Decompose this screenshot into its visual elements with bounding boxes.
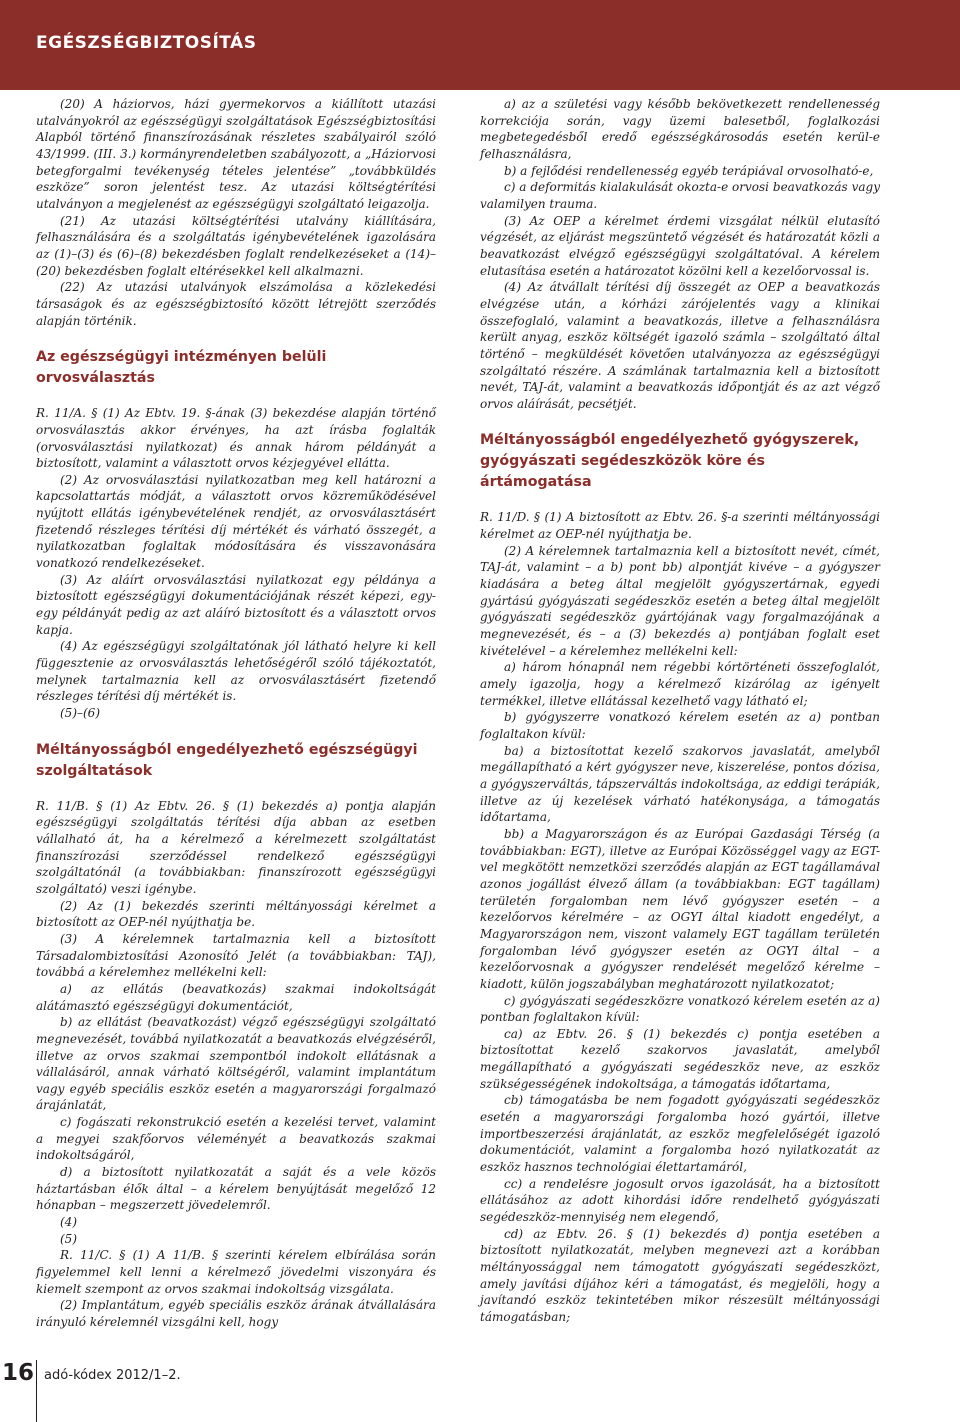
paragraph: (2) Implantátum, egyéb speciális eszköz árának átvállalására irányuló kérelemnél vizsgálni kell, hogy [36, 1298, 436, 1329]
paragraph: (2) Az (1) bekezdés szerinti méltányossági kérelmet a biztosított az OEP-nél nyújthatja be. [36, 898, 436, 930]
header-band [0, 0, 960, 90]
paragraph: (2) Az orvosválasztási nyilatkozatban meg kell határozni a kapcsolattartás módját, a választott orvos közreműködésével nyújtott ellátás igénybevételének rendjét, az orvosválasztásért fizetendő részleges térítési díj mértékét és várható összegét, a nyilatkozatban foglaltak módosítására és visszavonására vonatkozó rendelkezéseket. [36, 472, 436, 571]
paragraph: (4) Az egészségügyi szolgáltatónak jól látható helyre ki kell függesztenie az orvosválasztás lehetőségéről szóló tájékoztatót, melynek tartalmaznia kell az orvosválasztásért fizetendő részleges térítési díj mértékét is. [36, 639, 436, 704]
paragraph: (3) Az OEP a kérelmet érdemi vizsgálat nélkül elutasító végzését, az eljárást megszüntető végzését és határozatát közli a beavatkozást elvégző egészségügyi szolgáltatóval. A kérelem elutasítása esetén a határozatot közölni kell a kezelőorvossal is. [480, 213, 880, 278]
paragraph: cd) az Ebtv. 26. § (1) bekezdés d) pontja esetében a biztosított nyilatkozatát, melyben megnevezi azt a korábban méltányossággal nem támogatott gyógyászati segédeszközt, amely javítási díjához kéri a támogatást, és megjelöli, hogy a javítandó eszköz tekintetében mikor részesült méltányossági támogatásban; [480, 1226, 880, 1324]
section-title: EGÉSZSÉGBIZTOSÍTÁS [36, 33, 257, 53]
section-heading: Méltányosságból engedélyezhető egészségügyi szolgáltatások [36, 741, 418, 779]
paragraph: cb) támogatásba be nem fogadott gyógyászati segédeszköz esetén a magyarországi forgalomba hozó gyártói, illetve importbeszerzési árajánlatát, az eszköz megfelelőségét igazoló dokumentációt, valamint a forgalomba hozó nyilatkozatát az eszköz hasznos technológiai élettartamáról, [480, 1093, 880, 1175]
right-column [480, 96, 880, 1326]
paragraph: b) a fejlődési rendellenesség egyéb terápiával orvosolható-e, [504, 163, 874, 178]
paragraph: R. 11/B. § (1) Az Ebtv. 26. § (1) bekezdés a) pontja alapján egészségügyi szolgáltatás térítési díja abban az esetben vállalható át, ha a kérelmező a kérelmezett szolgáltatást finanszírozási szerződéssel rendelkező egészségügyi szolgáltatónál (a továbbiakban: finanszírozott egészségügyi szolgáltató) veszi igénybe. [36, 798, 436, 896]
paragraph: (5) [60, 1231, 77, 1246]
section-heading: Méltányosságból engedélyezhető gyógyszerek, gyógyászati segédeszközök köre és ártámogatása [480, 432, 860, 491]
paragraph: R. 11/C. § (1) A 11/B. § szerinti kérelem elbírálása során figyelemmel kell lenni a kérelmező jövedelmi viszonyára és kiemelt szempont az orvos szakmai indokoltság vizsgálata. [36, 1248, 436, 1296]
paragraph: a) három hónapnál nem régebbi kórtörténeti összefoglalót, amely igazolja, hogy a kérelmező kizárólag az igényelt termékkel, illetve ellátással kezelhető vagy látható el; [480, 660, 880, 708]
paragraph: cc) a rendelésre jogosult orvos igazolását, ha a biztosított ellátásához az adott kihordási időre rendelhető gyógyászati segédeszköz-mennyiség nem elegendő, [480, 1176, 880, 1225]
paragraph: ca) az Ebtv. 26. § (1) bekezdés c) pontja esetében a biztosítottat kezelő szakorvos javaslatát, amelyből megállapítható a gyógyászati segédeszköz neve, az eszköz szükségességének indokoltsága, a támogatás időtartama, [480, 1026, 880, 1091]
paragraph: c) fogászati rekonstrukció esetén a kezelési tervet, valamint a megyei szakfőorvos véleményét a beavatkozás szakmai indokoltságáról, [36, 1115, 436, 1163]
paragraph: (5)–(6) [60, 706, 100, 720]
paragraph: R. 11/D. § (1) A biztosított az Ebtv. 26. §-a szerinti méltányossági kérelmet az OEP-nél nyújthatja be. [480, 510, 880, 542]
paragraph: d) a biztosított nyilatkozatát a saját és a vele közös háztartásban élők által – a kérelem benyújtását megelőző 12 hónapban – megszerzett jövedelemről. [36, 1165, 436, 1213]
paragraph: b) az ellátást (beavatkozást) végző egészségügyi szolgáltató megnevezését, továbbá nyilatkozatát a beavatkozás elvégzéséről, illetve az orvos szakmai szempontból indokolt ellátásnak a vállalásáról, annak várható költségéről, valamint implantátum vagy egyéb speciális eszköz esetén a magyarországi forgalmazó árajánlatát, [36, 1015, 436, 1113]
page-number: 16 [1, 1360, 34, 1386]
paragraph: (2) A kérelemnek tartalmaznia kell a biztosított nevét, címét, TAJ-át, valamint – a b) pont bb) alpontját kivéve – a gyógyszer kiadására a beteg által megjelölt gyógyszertárnak, egyedi gyártású gyógyászati segédeszköz esetén a beteg által megjelölt gyógyászati segédeszköz gyártójának vagy forgalmazójának a megnevezését, és – a (3) bekezdés a) pontjában foglalt eset kivételével – a kérelemhez mellékelni kell: [480, 543, 880, 658]
left-column [36, 96, 436, 1331]
paragraph: (20) A háziorvos, házi gyermekorvos a kiállított utazási utalványokról az egészségügyi szolgáltatások Egészségbiztosítási Alapból történő finanszírozásának részletes szabályairól szóló 43/1999. (III. 3.) kormányrendeletben szabályozott, a „Háziorvosi betegforgalmi tevékenység tételes jelentése” „továbbküldés eszköze” soron jelentést tesz. Az utazási költségtérítési utalványon a megjelenést az egészségügyi szolgáltató leigazolja. [36, 97, 436, 211]
paragraph: b) gyógyszerre vonatkozó kérelem esetén az a) pontban foglaltakon kívül: [480, 710, 880, 741]
section-heading: Az egészségügyi intézményen belüli orvosválasztás [36, 349, 327, 387]
paragraph: (4) [60, 1215, 77, 1230]
paragraph: (21) Az utazási költségtérítési utalvány kiállítására, felhasználására és a szolgáltatás igénybevételének igazolására az (1)–(3) és (6)–(8) bekezdésben foglalt rendelkezéseket a (14)–(20) bekezdésben foglalt eltérésekkel kell alkalmazni. [36, 213, 436, 278]
paragraph: a) az a születési vagy később bekövetkezett rendellenesség korrekciója során, vagy üzemi balesetből, foglalkozási megbetegedésből eredő egészségkárosodás esetén kerül-e felhasználásra, [480, 97, 880, 161]
paragraph: (3) Az aláírt orvosválasztási nyilatkozat egy példánya a biztosított egészségügyi dokumentációjának részét képezi, egy-egy példányát pedig az azt aláíró biztosított és a választott orvos kapja. [36, 572, 436, 637]
paragraph: bb) a Magyarországon és az Európai Gazdasági Térség (a továbbiakban: EGT), illetve az Európai Közösséggel vagy az EGT-vel megkötött nemzetközi szerződés alapján az EGT tagállamával azonos jogállást élvező állam (a továbbiakban: EGT tagállam) területén forgalomban nem lévő gyógyszer esetén – a kezelőorvos kérelmére – az OGYI által kiadott engedélyt, a Magyarországon nem, viszont valamely EGT tagállam területén forgalomban lévő gyógyszer esetén az OGYI által – a kezelőorvosnak a gyógyszer rendelését megelőző kérelme – kiadott, külön jogszabályban meghatározott nyilatkozatot; [480, 826, 880, 991]
paragraph: (4) Az átvállalt térítési díj összegét az OEP a beavatkozás elvégzése után, a kórházi zárójelentés vagy a klinikai összefoglaló, valamint a beavatkozás, illetve a felhasználásra került anyag, eszköz költségét igazoló számla – szolgáltató által történő – megküldését követően utalványozza az egészségügyi szolgáltató részére. A számlának tartalmaznia kell a biztosított nevét, TAJ-át, valamint a beavatkozás időpontját és az azt végző orvos aláírását, pecsétjét. [480, 280, 880, 411]
paragraph: (3) A kérelemnek tartalmaznia kell a biztosított Társadalombiztosítási Azonosító Jelét (a továbbiakban: TAJ), továbbá a kérelemhez mellékelni kell: [36, 931, 436, 980]
paragraph: c) a deformitás kialakulását okozta-e orvosi beavatkozás vagy valamilyen trauma. [480, 180, 880, 211]
paragraph: a) az ellátás (beavatkozás) szakmai indokoltságát alátámasztó egészségügyi dokumentációt, [36, 981, 436, 1013]
paragraph: c) gyógyászati segédeszközre vonatkozó kérelem esetén az a) pontban foglaltakon kívül: [480, 993, 880, 1025]
publication-name: adó-kódex 2012/1–2. [44, 1368, 181, 1383]
footer-divider [36, 1360, 37, 1422]
paragraph: R. 11/A. § (1) Az Ebtv. 19. §-ának (3) bekezdése alapján történő orvosválasztás akkor érvényes, ha azt írásba foglalták (orvosválasztási nyilatkozat) és annak három példányát a biztosított, valamint a választott orvos kézjegyével ellátta. [36, 406, 436, 471]
paragraph: (22) Az utazási utalványok elszámolása a közlekedési társaságok és az egészségbiztosító között létrejött szerződés alapján történik. [36, 280, 436, 328]
paragraph: ba) a biztosítottat kezelő szakorvos javaslatát, amelyből megállapítható a kért gyógyszer neve, kiszerelése, pontos dózisa, a gyógyszerváltás, tápszerváltás indokoltsága, az eddigi terápiák, illetve az új kezelések várható hatékonysága, a támogatás időtartama, [480, 743, 880, 825]
